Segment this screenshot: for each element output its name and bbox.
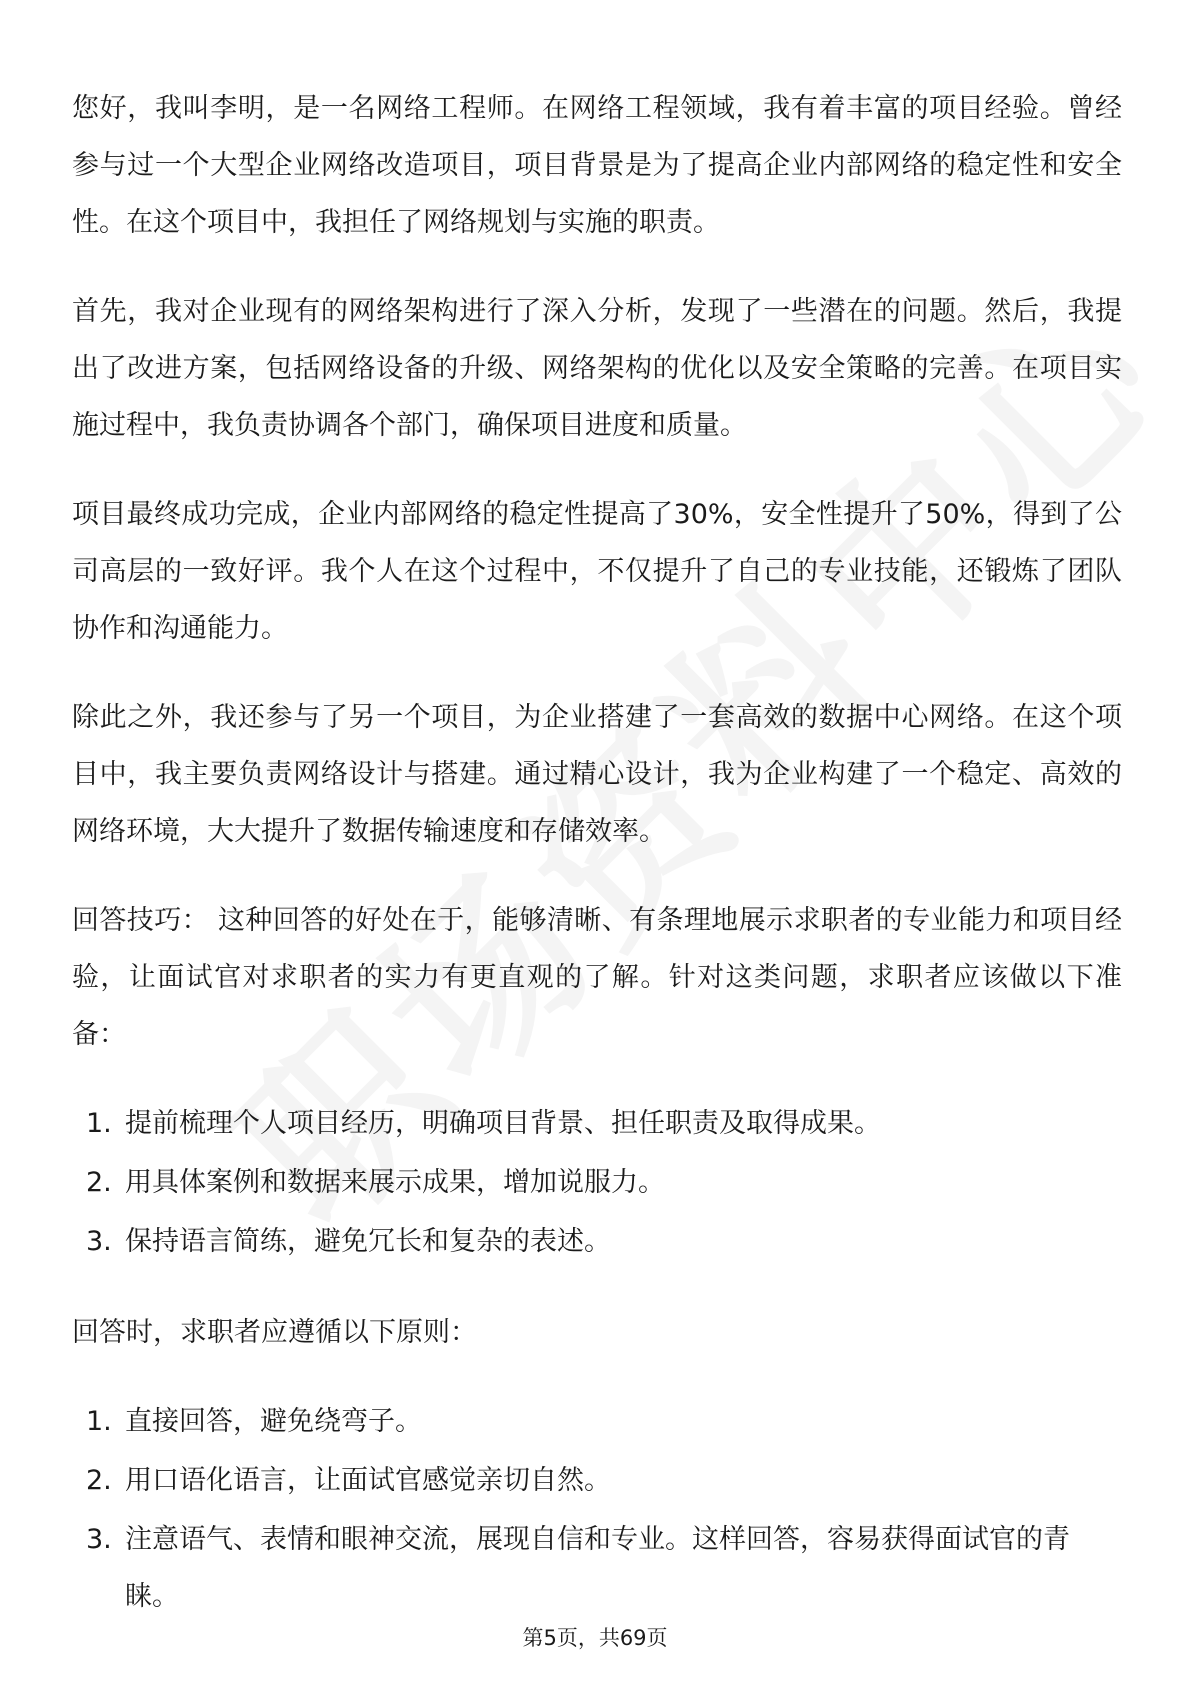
list-item-text: 保持语言简练，避免冗长和复杂的表述。: [125, 1226, 611, 1257]
list-number: 1.: [86, 1406, 112, 1437]
page-content: [72, 80, 1122, 1659]
paragraph-answer-tips: 回答技巧： 这种回答的好处在于，能够清晰、有条理地展示求职者的专业能力和项目经验，让面试官对求职者的实力有更直观的了解。针对这类问题，求职者应该做以下准备：: [72, 905, 1122, 1050]
paragraph-results: 项目最终成功完成，企业内部网络的稳定性提高了30%，安全性提升了50%，得到了公司高层的一致好评。我个人在这个过程中，不仅提升了自己的专业技能，还锻炼了团队协作和沟通能力。: [72, 499, 1122, 644]
list-item-text: 用口语化语言，让面试官感觉亲切自然。: [125, 1465, 611, 1496]
list-item: [72, 1213, 1122, 1270]
list-item-text: 直接回答，避免绕弯子。: [125, 1406, 422, 1437]
list-item: [72, 1511, 1122, 1625]
list-item: [72, 1154, 1122, 1211]
paragraph-analysis: 首先，我对企业现有的网络架构进行了深入分析，发现了一些潜在的问题。然后，我提出了改进方案，包括网络设备的升级、网络架构的优化以及安全策略的完善。在项目实施过程中，我负责协调各个部门，确保项目进度和质量。: [72, 296, 1122, 441]
list-item-text: 注意语气、表情和眼神交流，展现自信和专业。这样回答，容易获得面试官的青睐。: [125, 1524, 1070, 1612]
list-item-text: 用具体案例和数据来展示成果，增加说服力。: [125, 1167, 665, 1198]
list-item: [72, 1095, 1122, 1152]
list-item: [72, 1452, 1122, 1509]
list-number: 2.: [86, 1465, 112, 1496]
list-number: 3.: [86, 1226, 112, 1257]
paragraph-second-project: 除此之外，我还参与了另一个项目，为企业搭建了一套高效的数据中心网络。在这个项目中，我主要负责网络设计与搭建。通过精心设计，我为企业构建了一个稳定、高效的网络环境，大大提升了数据传输速度和存储效率。: [72, 702, 1122, 847]
paragraph-principles: 回答时，求职者应遵循以下原则：: [72, 1317, 477, 1348]
page-number-footer: 第5页，共69页: [522, 1626, 668, 1650]
list-number: 1.: [86, 1108, 112, 1139]
list-item: [72, 1393, 1122, 1450]
list-number: 3.: [86, 1524, 112, 1555]
preparation-list: [72, 1095, 1122, 1270]
list-item-text: 提前梳理个人项目经历，明确项目背景、担任职责及取得成果。: [125, 1108, 881, 1139]
principles-list: [72, 1393, 1122, 1625]
paragraph-intro: 您好，我叫李明，是一名网络工程师。在网络工程领域，我有着丰富的项目经验。曾经参与过一个大型企业网络改造项目，项目背景是为了提高企业内部网络的稳定性和安全性。在这个项目中，我担任了网络规划与实施的职责。: [72, 93, 1122, 238]
list-number: 2.: [86, 1167, 112, 1198]
